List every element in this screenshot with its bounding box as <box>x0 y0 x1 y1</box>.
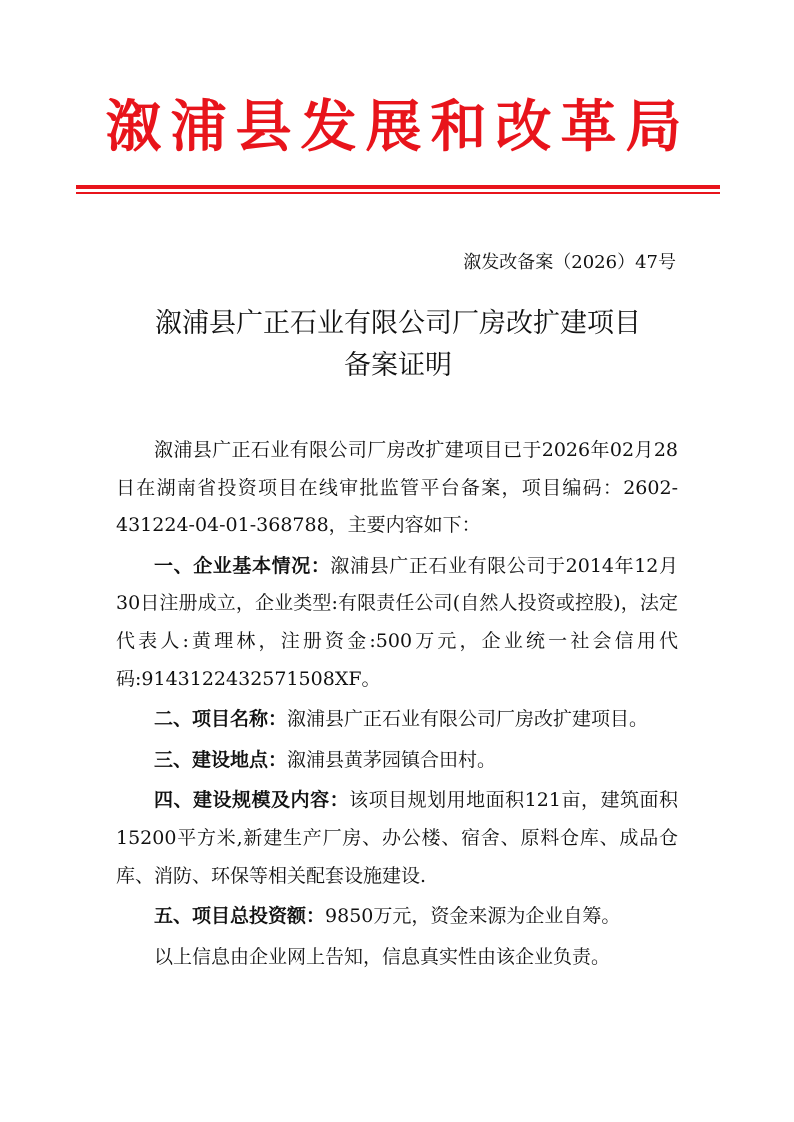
section-project-name <box>116 701 678 739</box>
section-enterprise-info-heading: 一、企业基本情况： <box>154 554 331 577</box>
section-project-name-heading: 二、项目名称： <box>154 708 288 731</box>
section-investment-text: 9850万元，资金来源为企业自筹。 <box>325 905 621 928</box>
closing-statement: 以上信息由企业网上告知，信息真实性由该企业负责。 <box>154 945 611 968</box>
section-scale-text: 该项目规划用地面积121亩，建筑面积15200平方米,新建生产厂房、办公楼、宿舍、原料仓库、成品仓库、消防、环保等相关配套设施建设. <box>116 789 678 887</box>
intro-paragraph: 溆浦县广正石业有限公司厂房改扩建项目已于2026年02月28日在湖南省投资项目在线审批监管平台备案，项目编码：2602-431224-04-01-368788，主要内容如下： <box>116 439 678 537</box>
section-investment <box>116 898 678 936</box>
section-project-name-text: 溆浦县广正石业有限公司厂房改扩建项目。 <box>287 708 649 731</box>
section-location-text: 溆浦县黄茅园镇合田村。 <box>287 748 497 771</box>
section-enterprise-info <box>116 548 678 698</box>
section-location-heading: 三、建设地点： <box>154 748 288 771</box>
section-scale-heading: 四、建设规模及内容： <box>154 789 350 812</box>
section-investment-heading: 五、项目总投资额： <box>154 905 326 928</box>
section-enterprise-info-text: 溆浦县广正石业有限公司于2014年12月30日注册成立，企业类型:有限责任公司(自然人投资或控股)，法定代表人:黄理林，注册资金:500万元，企业统一社会信用代码:9143122432571508XF。 <box>116 554 678 690</box>
document-number: 溆发改备案（2026）47号 <box>463 252 676 273</box>
document-title-line-1: 溆浦县广正石业有限公司厂房改扩建项目 <box>155 308 641 339</box>
section-scale <box>116 782 678 895</box>
header-red-rule-thick <box>76 185 720 189</box>
header-red-rule-thin <box>76 192 720 194</box>
section-location <box>116 742 678 780</box>
document-title-line-2: 备案证明 <box>344 350 452 381</box>
document-body <box>116 432 678 976</box>
document-title <box>76 303 720 387</box>
agency-header: 溆浦县发展和改革局 <box>105 95 691 160</box>
